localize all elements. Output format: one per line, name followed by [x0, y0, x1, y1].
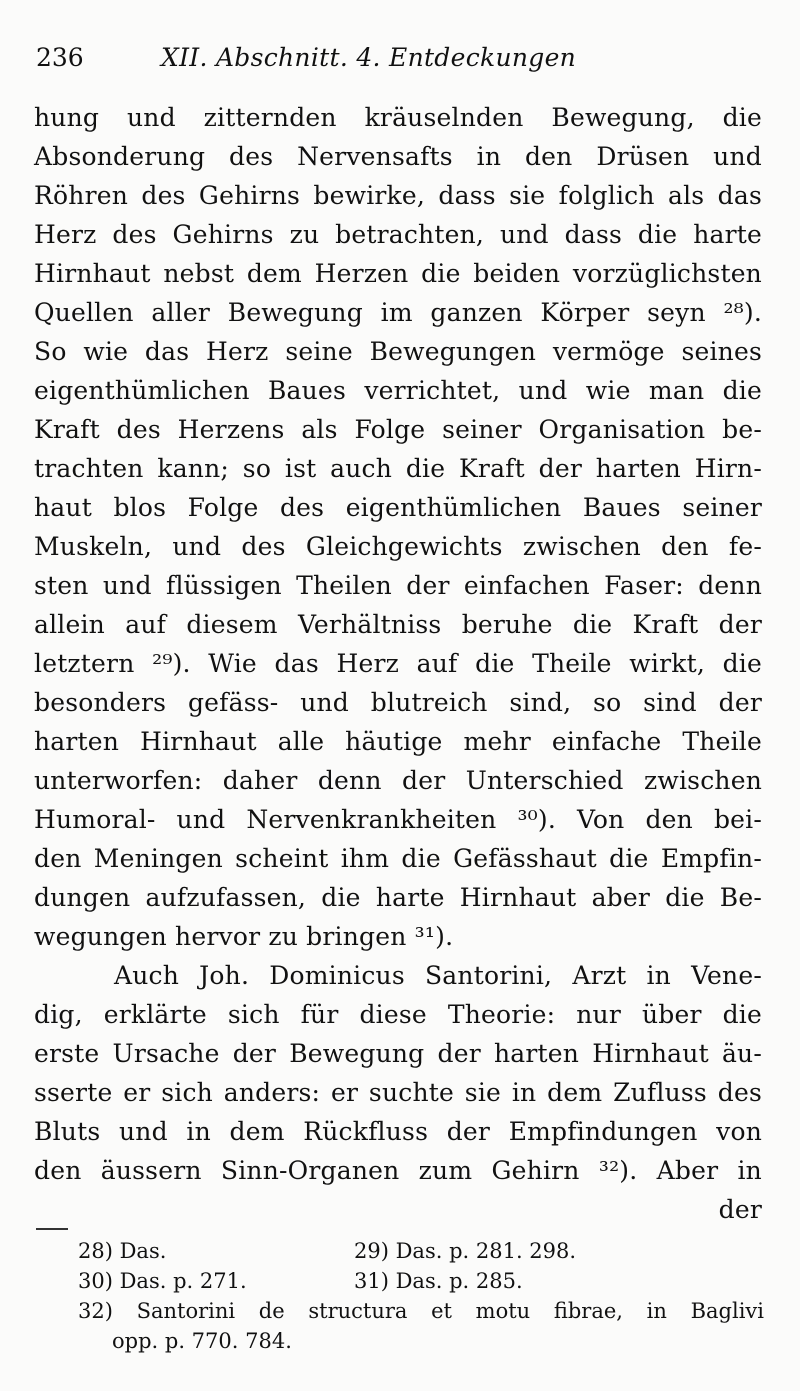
text-line: Herz des Gehirns zu betrachten, und dass die harte [34, 220, 762, 249]
text-line: Auch Joh. Dominicus Santorini, Arzt in Vene- [114, 961, 762, 990]
footnote-32: 32) Santorini de structura et motu fibrae, in Baglivi [78, 1299, 764, 1323]
body-text [34, 98, 762, 1229]
footnote-row [34, 1236, 764, 1266]
text-line: Absonderung des Nervensafts in den Drüsen und [34, 142, 762, 171]
text-line: unterworfen: daher denn der Unterschied zwischen [34, 766, 762, 795]
footnote-28: 28) Das. [78, 1239, 167, 1263]
text-line: erste Ursache der Bewegung der harten Hirnhaut äu- [34, 1039, 762, 1068]
page-number: 236 [36, 43, 84, 72]
footnote-row [34, 1326, 764, 1356]
footnote-32-continuation: opp. p. 770. 784. [112, 1329, 292, 1353]
page-header [36, 38, 766, 78]
text-line: dungen aufzufassen, die harte Hirnhaut aber die Be- [34, 883, 762, 912]
footnote-29: 29) Das. p. 281. 298. [354, 1239, 577, 1263]
text-line: Quellen aller Bewegung im ganzen Körper seyn ²⁸). [34, 298, 762, 327]
text-line: Kraft des Herzens als Folge seiner Organisation be- [34, 415, 762, 444]
text-line: den Meningen scheint ihm die Gefässhaut die Empfin- [34, 844, 762, 873]
text-line: eigenthümlichen Baues verrichtet, und wie man die [34, 376, 762, 405]
footnote-rule [36, 1228, 68, 1230]
catchword: der [718, 1195, 762, 1224]
text-line: wegungen hervor zu bringen ³¹). [34, 922, 454, 951]
footnote-30: 30) Das. p. 271. [78, 1269, 247, 1293]
text-line: Humoral- und Nervenkrankheiten ³⁰). Von den bei- [34, 805, 762, 834]
text-line: So wie das Herz seine Bewegungen vermöge seines [34, 337, 762, 366]
footnotes [34, 1236, 764, 1356]
text-line: trachten kann; so ist auch die Kraft der harten Hirn- [34, 454, 762, 483]
footnote-row [34, 1296, 764, 1326]
running-title: XII. Abschnitt. 4. Entdeckungen [161, 43, 577, 72]
text-line: sserte er sich anders: er suchte sie in dem Zufluss des [34, 1078, 762, 1107]
text-line: letztern ²⁹). Wie das Herz auf die Theile wirkt, die [34, 649, 762, 678]
text-line: Röhren des Gehirns bewirke, dass sie folglich als das [34, 181, 762, 210]
text-line: den äussern Sinn-Organen zum Gehirn ³²). Aber in [34, 1156, 762, 1185]
text-line: Bluts und in dem Rückfluss der Empfindungen von [34, 1117, 762, 1146]
text-line: sten und flüssigen Theilen der einfachen Faser: denn [34, 571, 762, 600]
text-line: besonders gefäss- und blutreich sind, so sind der [34, 688, 762, 717]
text-line: Muskeln, und des Gleichgewichts zwischen den fe- [34, 532, 762, 561]
text-line: Hirnhaut nebst dem Herzen die beiden vorzüglichsten [34, 259, 762, 288]
text-line: allein auf diesem Verhältniss beruhe die Kraft der [34, 610, 762, 639]
text-line: hung und zitternden kräuselnden Bewegung, die [34, 103, 762, 132]
text-line: harten Hirnhaut alle häutige mehr einfache Theile [34, 727, 762, 756]
text-line: dig, erklärte sich für diese Theorie: nur über die [34, 1000, 762, 1029]
footnote-row [34, 1266, 764, 1296]
text-line: haut blos Folge des eigenthümlichen Baues seiner [34, 493, 762, 522]
footnote-31: 31) Das. p. 285. [354, 1269, 523, 1293]
